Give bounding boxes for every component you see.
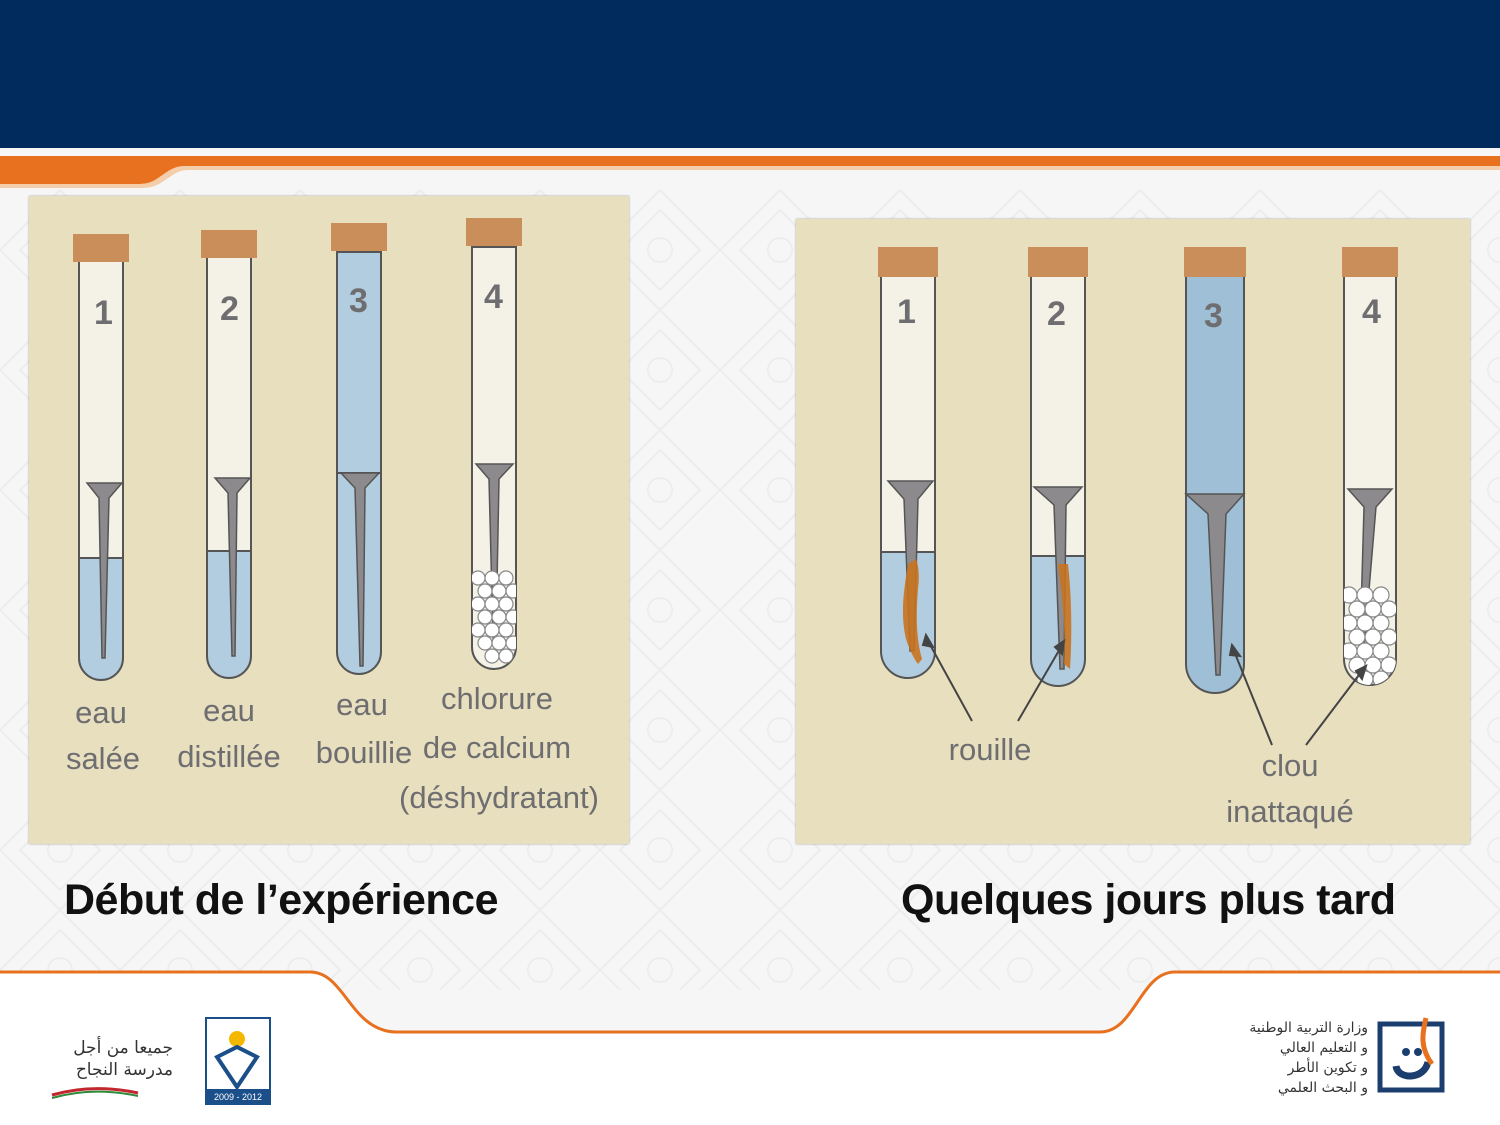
left-label-3-line1: eau [336,687,388,722]
left-label-2-line1: eau [203,693,255,728]
stopper-icon [466,218,522,246]
left-label-4-line3: (déshydratant) [399,780,599,815]
ministry-logo [1100,1012,1460,1104]
right-tube-number-4: 4 [1362,293,1381,331]
logo-text-line1: جميعا من أجل [73,1038,173,1058]
left-label-1-line1: eau [75,695,127,730]
left-label-3-line2: bouillie [315,735,413,770]
logo-years: 2009 - 2012 [213,1092,263,1102]
header-band [0,0,1500,148]
annotation-pointers [923,635,1366,745]
stopper-icon [201,230,257,258]
right-tube-number-2: 2 [1047,295,1066,333]
ministry-line-3: و تكوين الأطر [1287,1060,1368,1076]
figure-experiment-start [29,196,629,844]
right-label-rust: rouille [948,732,1032,767]
school-success-logo-icon [205,1017,271,1105]
stopper-icon [878,247,938,277]
right-label-nail-line1: clou [1261,748,1319,783]
ministry-logo-icon [1376,1014,1450,1096]
stopper-icon [1342,247,1398,277]
stopper-icon [1028,247,1088,277]
left-tube-number-1: 1 [94,294,113,332]
ministry-line-2: و التعليم العالي [1279,1040,1368,1056]
right-tube-number-1: 1 [897,293,916,331]
left-tube-number-2: 2 [220,290,239,328]
left-tube-number-4: 4 [484,278,503,316]
logo-text-line2: مدرسة النجاح [75,1060,173,1080]
ministry-line-1: وزارة التربية الوطنية [1249,1020,1368,1036]
school-success-logo [40,1015,280,1107]
left-tube-number-3: 3 [349,282,368,320]
left-label-4-line2: de calcium [422,730,572,765]
ministry-line-4: و البحث العلمي [1277,1080,1368,1096]
stopper-icon [73,234,129,262]
left-label-4-line1: chlorure [441,681,553,716]
right-label-nail-line2: inattaqué [1226,794,1354,829]
flag-swoosh-icon [50,1085,140,1099]
right-tube-number-3: 3 [1204,297,1223,335]
left-label-2-line2: distillée [177,739,281,774]
caption-days-later: Quelques jours plus tard [901,876,1396,924]
left-label-1-line2: salée [65,741,141,776]
stopper-icon [1184,247,1246,277]
figure-days-later [796,219,1470,844]
stopper-icon [331,223,387,251]
caption-experiment-start: Début de l’expérience [64,876,498,924]
